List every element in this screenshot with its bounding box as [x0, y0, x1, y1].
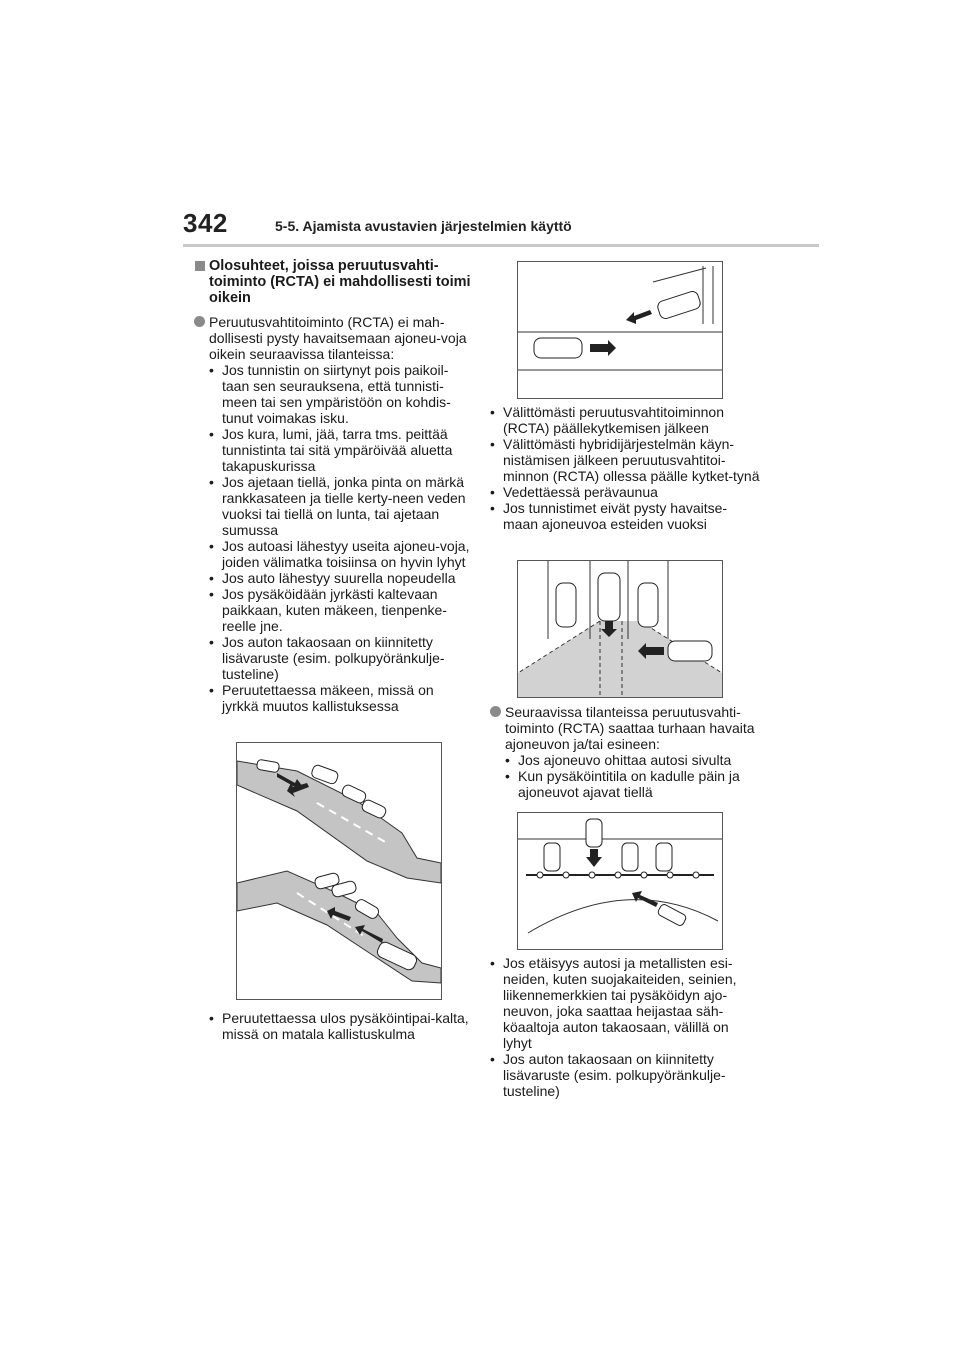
section-heading	[209, 258, 471, 306]
list-item: • Jos tunnistin on siirtynyt pois paikoil-taan sen seurauksena, että tunnisti-meen tai sen ympäristöön on kohdis-tunut voimakas isku.	[209, 362, 471, 426]
condition-list-5	[490, 955, 760, 1099]
list-item: • Kun pysäköintitila on kadulle päin ja ajoneuvot ajavat tiellä	[505, 768, 765, 800]
list-item: • Jos ajoneuvo ohittaa autosi sivulta	[505, 752, 765, 768]
lead-text: Seuraavissa tilanteissa peruutusvahti-toiminto (RCTA) saattaa turhaan havaita ajoneuvon ja/tai esineen:	[505, 704, 755, 752]
list-item: • Peruutettaessa mäkeen, missä on jyrkkä muutos kallistuksessa	[209, 682, 471, 714]
angled-parking-illustration	[517, 261, 723, 399]
list-item: • Peruutettaessa ulos pysäköintipai-kalta, missä on matala kallistuskulma	[209, 1010, 471, 1042]
list-item: • Jos pysäköidään jyrkästi kaltevaan paikkaan, kuten mäkeen, tienpenke-reelle jne.	[209, 586, 471, 634]
list-item: • Jos autoasi lähestyy useita ajoneu-voja, joiden välimatka toisiinsa on hyvin lyhyt	[209, 538, 471, 570]
lead-paragraph-2	[505, 704, 765, 752]
list-item: • Välittömästi peruutusvahtitoiminnon (RCTA) päällekytkemisen jälkeen	[490, 404, 760, 436]
slope-illustration	[236, 742, 442, 1000]
condition-list-2	[209, 1010, 471, 1042]
sensor-zone-illustration	[517, 560, 723, 698]
list-item: • Jos auto lähestyy suurella nopeudella	[209, 570, 471, 586]
circle-bullet-icon	[490, 706, 501, 717]
header-rule	[183, 244, 819, 247]
list-item: • Jos auton takaosaan on kiinnitetty lisävaruste (esim. polkupyöränkulje-tusteline)	[490, 1051, 760, 1099]
list-item: • Jos auton takaosaan on kiinnitetty lisävaruste (esim. polkupyöränkulje-tusteline)	[209, 634, 471, 682]
condition-list-3	[490, 404, 760, 532]
list-item: • Jos ajetaan tiellä, jonka pinta on märkä rankkasateen ja tielle kerty-neen veden vuoksi tai tiellä on lunta, tai ajetaan sumussa	[209, 474, 471, 538]
right-column-3	[490, 955, 760, 1099]
lead-text: Peruutusvahtitoiminto (RCTA) ei mah-dollisesti pysty havaitsemaan ajoneu-voja oikein seuraavissa tilanteissa:	[209, 314, 467, 362]
square-bullet-icon	[195, 261, 205, 271]
page-number: 342	[183, 208, 228, 238]
page-header	[183, 208, 819, 248]
left-column	[209, 258, 471, 714]
condition-list-4	[505, 752, 765, 800]
condition-list	[209, 362, 471, 714]
right-column-2	[505, 704, 765, 800]
list-item: • Jos etäisyys autosi ja metallisten esi-neiden, kuten suojakaiteiden, seinien, liikennemerkkien tai pysäköidyn ajo-neuvon, joka saattaa heijastaa säh-köaaltoja auton takaosaan, välillä on lyhyt	[490, 955, 760, 1051]
right-column-1	[490, 404, 760, 532]
street-parking-illustration	[517, 812, 723, 950]
list-item: • Vedettäessä perävaunua	[490, 484, 760, 500]
heading-text: Olosuhteet, joissa peruutusvahti-toiminto (RCTA) ei mahdollisesti toimi oikein	[209, 258, 471, 306]
circle-bullet-icon	[194, 316, 205, 327]
list-item: • Jos tunnistimet eivät pysty havaitse-maan ajoneuvoa esteiden vuoksi	[490, 500, 760, 532]
section-title: 5-5. Ajamista avustavien järjestelmien käyttö	[275, 218, 572, 234]
list-item: • Jos kura, lumi, jää, tarra tms. peittää tunnistinta tai sitä ympäröivää aluetta takapuskurissa	[209, 426, 471, 474]
list-item: • Välittömästi hybridijärjestelmän käyn-nistämisen jälkeen peruutusvahtitoi-minnon (RCTA) ollessa päälle kytket-tynä	[490, 436, 760, 484]
after-figure-block	[209, 1010, 471, 1042]
lead-paragraph	[209, 314, 471, 362]
